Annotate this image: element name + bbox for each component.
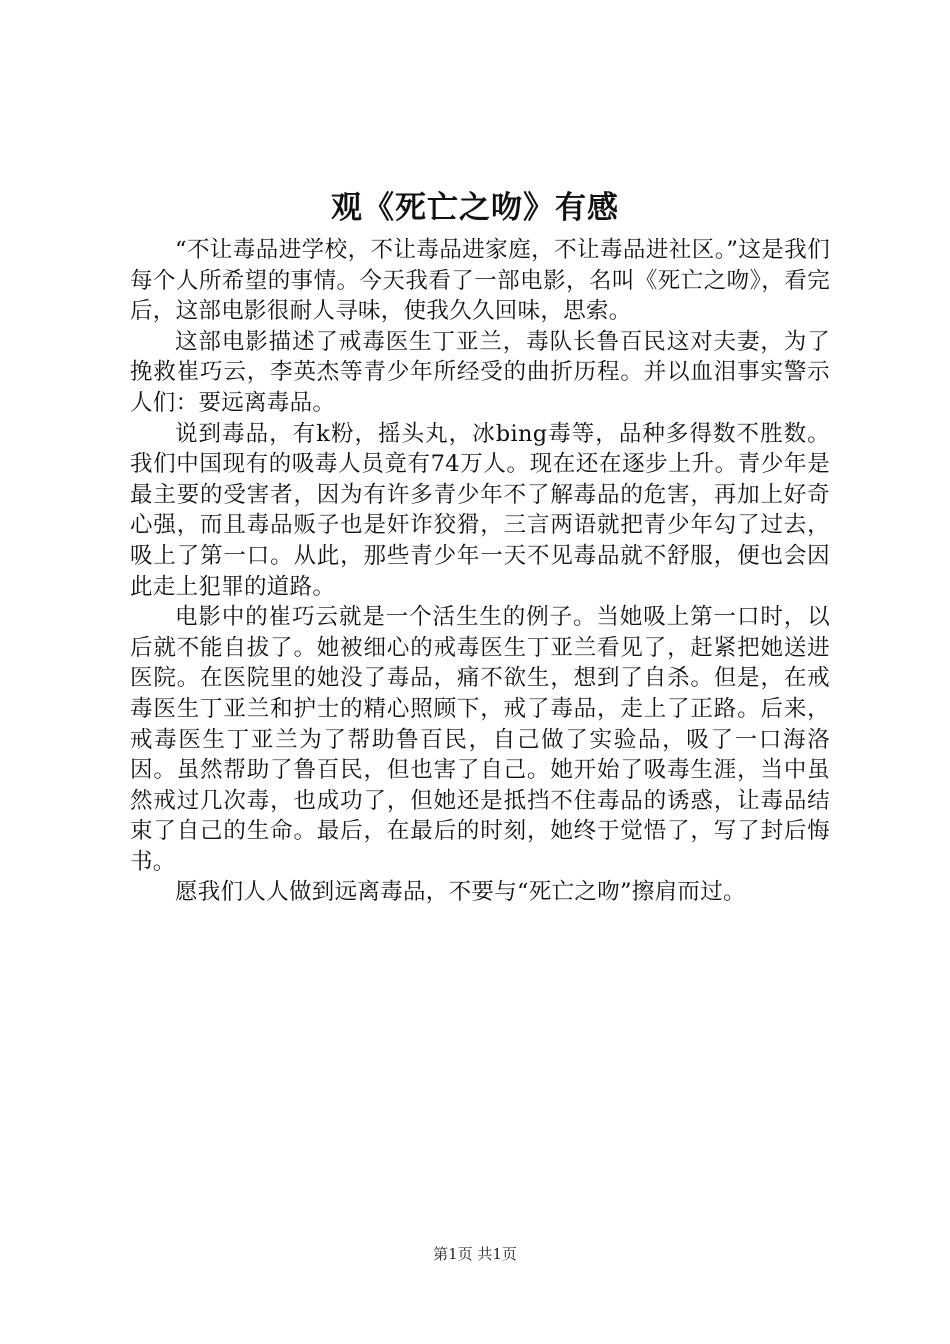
paragraph-4: 电影中的崔巧云就是一个活生生的例子。当她吸上第一口时，以后就不能自拔了。她被细心的戒毒医生丁亚兰看见了，赶紧把她送进医院。在医院里的她没了毒品，痛不欲生，想到了自杀。但是，在戒毒医生丁亚兰和护士的精心照顾下，戒了毒品，走上了正路。后来，戒毒医生丁亚兰为了帮助鲁百民，自己做了实验品，吸了一口海洛因。虽然帮助了鲁百民，但也害了自己。她开始了吸毒生涯，当中虽然戒过几次毒，也成功了，但她还是抵挡不住毒品的诱惑，让毒品结束了自己的生命。最后，在最后的时刻，她终于觉悟了，写了封后悔书。: [130, 604, 830, 875]
paragraph-3: 说到毒品，有k粉，摇头丸，冰bing毒等，品种多得数不胜数。我们中国现有的吸毒人员竟有74万人。现在还在逐步上升。青少年是最主要的受害者，因为有许多青少年不了解毒品的危害，再加上好奇心强，而且毒品贩子也是奸诈狡猾，三言两语就把青少年勾了过去，吸上了第一口。从此，那些青少年一天不见毒品就不舒服，便也会因此走上犯罪的道路。: [130, 420, 830, 600]
paragraph-2: 这部电影描述了戒毒医生丁亚兰，毒队长鲁百民这对夫妻，为了挽救崔巧云，李英杰等青少年所经受的曲折历程。并以血泪事实警示人们：要远离毒品。: [130, 328, 830, 416]
document-body: [130, 235, 830, 908]
paragraph-1: “不让毒品进学校，不让毒品进家庭，不让毒品进社区。”这是我们每个人所希望的事情。今天我看了一部电影，名叫《死亡之吻》，看完后，这部电影很耐人寻味，使我久久回味，思索。: [130, 237, 830, 325]
page-title: 观《死亡之吻》有感: [331, 190, 619, 226]
paragraph-5: 愿我们人人做到远离毒品，不要与“死亡之吻”擦肩而过。: [175, 879, 746, 906]
page-number-footer: 第1页 共1页: [433, 1245, 517, 1263]
